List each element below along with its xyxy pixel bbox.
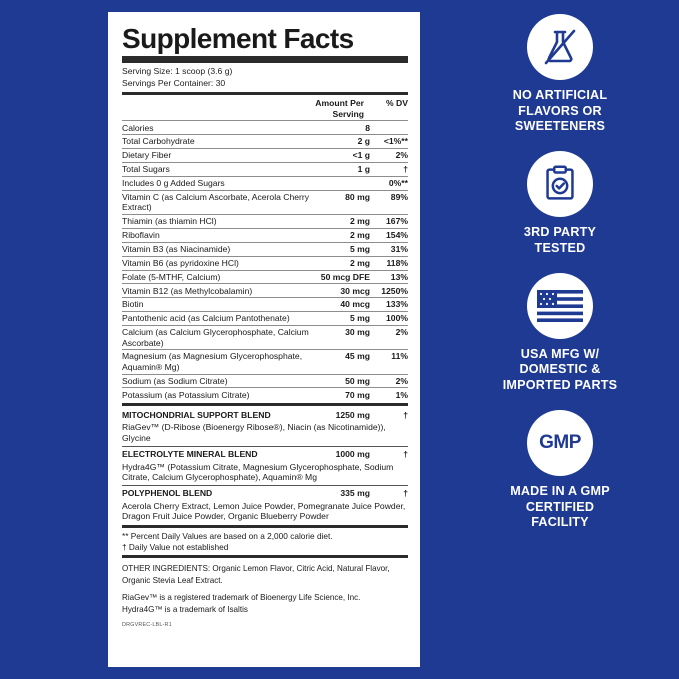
badge-label: 3RD PARTY TESTED	[523, 225, 597, 255]
document-code: DRGVREC-LBL-R1	[122, 622, 172, 629]
nutrient-dv: 167%	[370, 215, 408, 229]
blend-name: MITOCHONDRIAL SUPPORT BLEND	[122, 409, 271, 420]
blend-dv: †	[403, 487, 408, 498]
blend-table-3	[122, 487, 408, 523]
nutrient-amount	[310, 176, 370, 190]
blend-table-2	[122, 448, 408, 484]
divider-med-4	[122, 555, 408, 558]
nutrient-amount: 30 mg	[310, 325, 370, 349]
table-row	[122, 228, 408, 242]
nutrient-dv: 154%	[370, 228, 408, 242]
footnotes	[122, 531, 408, 553]
table-row	[122, 149, 408, 163]
blend-amount: 335 mg	[340, 487, 370, 498]
trademark-line-1: RiaGev™ is a registered trademark of Bioenergy Life Science, Inc.	[122, 593, 361, 603]
blend-name: POLYPHENOL BLEND	[122, 487, 213, 498]
header-dv: % DV	[370, 97, 408, 121]
nutrient-dv: 11%	[370, 350, 408, 374]
blend-dv: †	[403, 409, 408, 420]
table-header-row	[122, 97, 408, 121]
nutrient-amount: 5 mg	[310, 242, 370, 256]
blend-row	[122, 487, 408, 500]
blend-name: ELECTROLYTE MINERAL BLEND	[122, 448, 258, 459]
header-blank	[122, 97, 310, 121]
table-row	[122, 284, 408, 298]
table-row	[122, 135, 408, 149]
nutrient-dv: 1%	[395, 389, 408, 400]
nutrient-amount: 5 mg	[310, 312, 370, 326]
usa-flag-icon	[527, 273, 593, 339]
table-row	[122, 312, 408, 326]
servings-per-container: Servings Per Container: 30	[122, 77, 226, 88]
nutrient-name: Riboflavin	[122, 228, 310, 242]
table-row	[122, 121, 408, 135]
divider-thick-top	[122, 56, 408, 63]
divider-med-1	[122, 92, 408, 95]
nutrient-amount: 70 mg	[345, 389, 370, 400]
nutrient-amount: 30 mcg	[310, 284, 370, 298]
nutrient-amount: 80 mg	[310, 190, 370, 214]
nutrient-dv: 13%	[370, 270, 408, 284]
nutrient-name: Sodium (as Sodium Citrate)	[122, 374, 310, 388]
badge-gmp	[455, 410, 665, 531]
blend-desc-row	[122, 421, 408, 444]
nutrient-name: Vitamin B6 (as pyridoxine HCl)	[122, 256, 310, 270]
nutrient-name: Calcium (as Calcium Glycerophosphate, Calcium Ascorbate)	[122, 325, 310, 349]
gmp-icon	[527, 410, 593, 476]
supplement-facts-panel	[108, 12, 420, 667]
divider-med-2	[122, 403, 408, 406]
header-amount: Amount Per Serving	[310, 97, 370, 121]
divider-thin-2	[122, 485, 408, 486]
nutrient-dv: †	[370, 163, 408, 177]
blend-row	[122, 448, 408, 461]
table-row	[122, 350, 408, 374]
nutrition-table	[122, 97, 408, 401]
nutrient-name: Total Sugars	[122, 163, 310, 177]
badge-label: NO ARTIFICIAL FLAVORS OR SWEETENERS	[512, 88, 608, 134]
blend-row	[122, 408, 408, 421]
nutrient-dv: 31%	[370, 242, 408, 256]
trademark-line-2: Hydra4G™ is a trademark of Isaltis	[122, 604, 248, 614]
nutrient-amount: 45 mg	[310, 350, 370, 374]
nutrient-amount: 40 mcg	[310, 298, 370, 312]
badge-label: USA MFG W/ DOMESTIC & IMPORTED PARTS	[502, 346, 618, 393]
nutrient-name: Potassium (as Potassium Citrate)	[122, 389, 250, 400]
gmp-label: GMP	[539, 431, 581, 453]
table-row	[122, 176, 408, 190]
nutrient-name: Calories	[122, 121, 310, 135]
divider-med-3	[122, 525, 408, 528]
clipboard-check-icon	[527, 151, 593, 217]
nutrient-dv: 2%	[370, 325, 408, 349]
table-row	[122, 374, 408, 388]
nutrient-amount: <1 g	[310, 149, 370, 163]
nutrient-dv: 1250%	[370, 284, 408, 298]
table-row	[122, 190, 408, 214]
blend-dv: †	[403, 448, 408, 459]
nutrient-name: Vitamin B3 (as Niacinamide)	[122, 242, 310, 256]
nutrient-amount: 2 mg	[310, 215, 370, 229]
nutrient-dv: 100%	[370, 312, 408, 326]
nutrient-name: Biotin	[122, 298, 310, 312]
serving-size: Serving Size: 1 scoop (3.6 g)	[122, 66, 233, 77]
nutrient-amount: 1 g	[310, 163, 370, 177]
table-row	[122, 242, 408, 256]
table-row	[122, 298, 408, 312]
blend-ingredients: Acerola Cherry Extract, Lemon Juice Powder, Pomegranate Juice Powder, Dragon Fruit Juice Powder, Organic Blueberry Powder	[122, 500, 406, 522]
nutrient-dv: 118%	[370, 256, 408, 270]
blend-amount: 1250 mg	[335, 409, 370, 420]
badge-no-artificial	[455, 14, 665, 135]
badge-label: MADE IN A GMP CERTIFIED FACILITY	[510, 483, 610, 530]
blend-desc-row	[122, 500, 408, 523]
nutrient-amount: 2 g	[310, 135, 370, 149]
nutrient-name: Folate (5-MTHF, Calcium)	[122, 270, 310, 284]
nutrient-amount: 2 mg	[310, 256, 370, 270]
table-row	[122, 163, 408, 177]
serving-info	[122, 66, 408, 89]
nutrient-name: Vitamin C (as Calcium Ascorbate, Acerola Cherry Extract)	[122, 190, 310, 214]
badge-3rd-party-tested	[455, 151, 665, 256]
footnote-daily-value: ** Percent Daily Values are based on a 2,000 calorie diet.	[122, 530, 333, 541]
flask-no-symbol-icon	[527, 14, 593, 80]
nutrient-name: Includes 0 g Added Sugars	[122, 176, 310, 190]
nutrient-name: Total Carbohydrate	[122, 135, 310, 149]
nutrient-amount: 8	[310, 121, 370, 135]
nutrient-dv: 133%	[370, 298, 408, 312]
other-ingredients-block	[122, 563, 408, 615]
nutrient-dv	[370, 121, 408, 135]
nutrient-dv: 89%	[370, 190, 408, 214]
table-row	[122, 256, 408, 270]
nutrient-name: Magnesium (as Magnesium Glycerophosphate, Aquamin® Mg)	[122, 350, 310, 374]
divider-thin-1	[122, 446, 408, 447]
nutrient-amount: 50 mcg DFE	[310, 270, 370, 284]
nutrient-name: Vitamin B12 (as Methylcobalamin)	[122, 284, 310, 298]
table-row	[122, 215, 408, 229]
blend-amount: 1000 mg	[335, 448, 370, 459]
table-row	[122, 325, 408, 349]
badge-usa-mfg	[455, 273, 665, 394]
nutrient-dv: 2%	[370, 149, 408, 163]
table-row	[122, 270, 408, 284]
nutrient-name: Thiamin (as thiamin HCl)	[122, 215, 310, 229]
nutrient-dv: 0%**	[370, 176, 408, 190]
nutrient-name: Dietary Fiber	[122, 149, 310, 163]
blend-ingredients: RiaGev™ (D-Ribose (Bioenergy Ribose®), Niacin (as Nicotinamide)), Glycine	[122, 422, 386, 443]
blend-ingredients: Hydra4G™ (Potassium Citrate, Magnesium Glycerophosphate, Sodium Citrate, Calcium Glycerophosphate), Aquamin® Mg	[122, 461, 394, 483]
badge-column	[441, 0, 679, 679]
page-title: Supplement Facts	[122, 23, 354, 54]
nutrient-name: Pantothenic acid (as Calcium Pantothenate)	[122, 312, 310, 326]
nutrient-amount: 50 mg	[310, 374, 370, 388]
blend-table	[122, 408, 408, 444]
nutrient-amount: 2 mg	[310, 228, 370, 242]
nutrient-dv: <1%**	[370, 135, 408, 149]
nutrient-dv: 2%	[370, 374, 408, 388]
blend-desc-row	[122, 460, 408, 483]
other-ingredients: OTHER INGREDIENTS: Organic Lemon Flavor, Citric Acid, Natural Flavor, Organic Stevia Leaf Extract.	[122, 564, 390, 585]
footnote-dagger: † Daily Value not established	[122, 542, 229, 553]
table-row	[122, 388, 408, 401]
